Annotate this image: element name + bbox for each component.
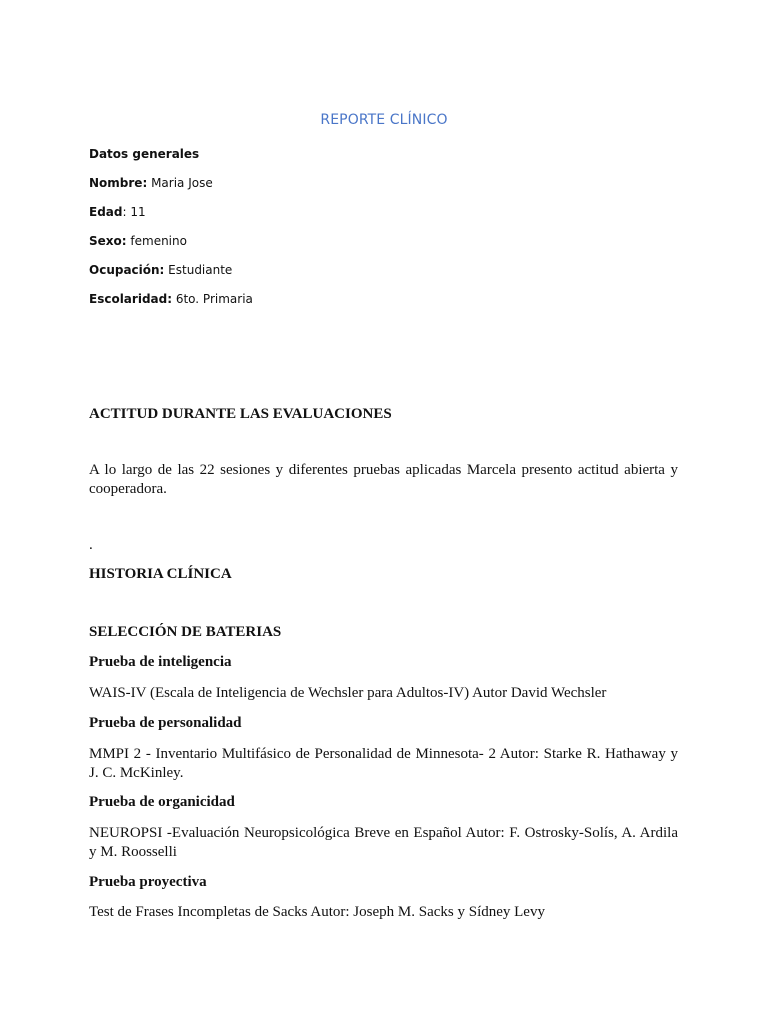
field-value: femenino <box>126 234 187 248</box>
test-subheading: Prueba proyectiva <box>89 874 207 890</box>
field-edad <box>89 205 146 219</box>
field-value: Maria Jose <box>147 176 213 190</box>
document-title: REPORTE CLÍNICO <box>320 112 448 128</box>
test-subheading: Prueba de inteligencia <box>89 654 232 670</box>
field-label: Escolaridad: <box>89 292 173 306</box>
history-heading: HISTORIA CLÍNICA <box>89 566 232 582</box>
attitude-paragraph: A lo largo de las 22 sesiones y diferentes pruebas aplicadas Marcela presento actitud abierta y cooperadora. <box>89 462 678 497</box>
batteries-heading: SELECCIÓN DE BATERIAS <box>89 624 282 640</box>
test-subheading: Prueba de organicidad <box>89 794 235 810</box>
field-value: 6to. Primaria <box>172 292 253 306</box>
test-description: Test de Frases Incompletas de Sacks Autor: Joseph M. Sacks y Sídney Levy <box>89 904 545 920</box>
field-escolaridad <box>89 292 253 306</box>
test-description: NEUROPSI -Evaluación Neuropsicológica Breve en Español Autor: F. Ostrosky-Solís, A. Ardila y M. Roosselli <box>89 825 678 860</box>
field-value: : 11 <box>122 205 146 219</box>
general-data-heading <box>89 147 199 161</box>
test-description: MMPI 2 - Inventario Multifásico de Personalidad de Minnesota- 2 Autor: Starke R. Hathaway y J. C. McKinley. <box>89 746 678 781</box>
test-subheading: Prueba de personalidad <box>89 715 242 731</box>
attitude-heading: ACTITUD DURANTE LAS EVALUACIONES <box>89 406 392 422</box>
stray-dot: . <box>89 537 93 553</box>
field-sexo <box>89 234 187 248</box>
field-label: Sexo: <box>89 234 127 248</box>
field-ocupacion <box>89 263 232 277</box>
field-label: Ocupación: <box>89 263 165 277</box>
field-nombre <box>89 176 213 190</box>
field-value: Estudiante <box>164 263 233 277</box>
field-label: Edad <box>89 205 123 219</box>
test-description: WAIS-IV (Escala de Inteligencia de Wechsler para Adultos-IV) Autor David Wechsler <box>89 685 607 701</box>
field-label: Nombre: <box>89 176 148 190</box>
general-data-heading-text: Datos generales <box>89 147 200 161</box>
